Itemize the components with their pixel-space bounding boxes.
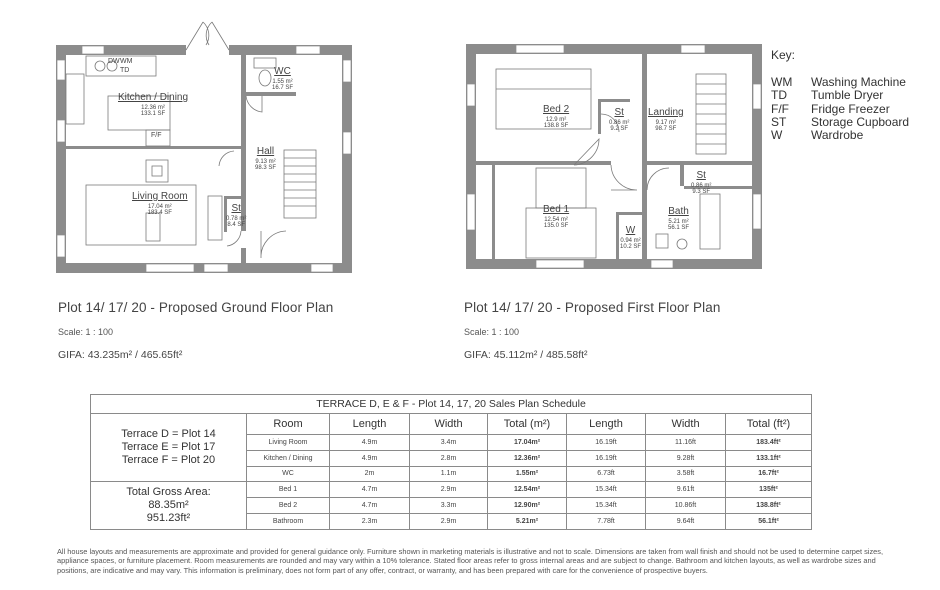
room-bed-1	[543, 200, 569, 229]
first-floor-gifa: GIFA: 45.112m² / 485.58ft²	[464, 349, 588, 361]
room-area-sf: 135.0 SF	[543, 223, 569, 230]
gross-area	[91, 482, 247, 529]
fixture-dw-label: DW	[108, 58, 120, 65]
key-abbr: W	[771, 128, 783, 143]
room-area-sf: 9.2 SF	[610, 126, 629, 133]
room-name: Landing	[648, 107, 684, 118]
room-bed-2	[543, 100, 569, 129]
cell-total-m: 17.04m²	[488, 435, 567, 451]
room-area-m: 12.9 m²	[545, 116, 567, 123]
cell-total-ft: 16.7ft²	[726, 466, 812, 482]
col-header-width-ft: Width	[646, 414, 726, 435]
ground-floor-title: Plot 14/ 17/ 20 - Proposed Ground Floor Plan	[58, 300, 334, 315]
cell-total-m: 1.55m²	[488, 466, 567, 482]
cell-room: Kitchen / Dining	[247, 450, 330, 466]
ground-floor-drawing	[56, 20, 352, 275]
col-header-length-m: Length	[330, 414, 410, 435]
room-name: WC	[274, 66, 291, 77]
room-area-m: 0.86 m²	[609, 119, 630, 126]
cell-width-ft: 11.16ft	[646, 435, 726, 451]
room-wc	[272, 62, 293, 91]
room-name: Bath	[668, 206, 689, 217]
room-area-sf: 98.7 SF	[655, 126, 677, 133]
room-store-first	[609, 103, 629, 132]
room-area-m: 0.86 m²	[691, 182, 712, 189]
cell-width-m: 2.9m	[410, 482, 488, 498]
cell-length-m: 4.9m	[330, 435, 410, 451]
gross-area-label: Total Gross Area:	[126, 485, 211, 498]
cell-width-m: 2.9m	[410, 513, 488, 529]
cell-width-ft: 3.58ft	[646, 466, 726, 482]
room-name: St	[614, 107, 624, 118]
cell-length-m: 2.3m	[330, 513, 410, 529]
room-area-sf: 9.3 SF	[692, 189, 711, 196]
cell-width-m: 2.8m	[410, 450, 488, 466]
cell-total-ft: 135ft²	[726, 482, 812, 498]
room-landing	[648, 103, 684, 132]
room-area-m: 9.13 m²	[255, 158, 276, 165]
cell-width-m: 1.1m	[410, 466, 488, 482]
terrace-list	[91, 414, 247, 482]
room-area-sf: 133.1 SF	[140, 111, 166, 118]
cell-total-ft: 133.1ft²	[726, 450, 812, 466]
key-label: Tumble Dryer	[811, 88, 884, 103]
sales-schedule-table	[90, 394, 812, 530]
cell-width-ft: 9.61ft	[646, 482, 726, 498]
room-area-m: 0.78 m²	[226, 215, 247, 222]
col-header-total-ft: Total (ft²)	[726, 414, 812, 435]
table-row	[91, 482, 812, 498]
first-floor-drawing	[466, 44, 762, 276]
ground-floor-gifa: GIFA: 43.235m² / 465.65ft²	[58, 349, 183, 361]
cell-length-ft: 16.19ft	[567, 450, 646, 466]
room-kitchen-dining	[118, 88, 188, 117]
cell-width-ft: 9.64ft	[646, 513, 726, 529]
first-floor-plan	[466, 44, 762, 276]
cell-room: Living Room	[247, 435, 330, 451]
ground-floor-scale: Scale: 1 : 100	[58, 327, 114, 337]
room-area-m: 17.04 m²	[147, 203, 172, 210]
cell-width-ft: 10.86ft	[646, 498, 726, 514]
gross-area-ft: 951.23ft²	[146, 512, 191, 525]
key-abbr: TD	[771, 88, 787, 103]
room-name: Living Room	[132, 191, 188, 202]
room-name: St	[231, 203, 241, 214]
key-abbr: ST	[771, 114, 787, 129]
room-area-sf: 98.3 SF	[255, 165, 277, 172]
col-header-room: Room	[247, 414, 330, 435]
terrace-f: Terrace F = Plot 20	[121, 454, 216, 467]
room-area-m: 12.54 m²	[544, 216, 568, 223]
key-label: Storage Cupboard	[811, 114, 910, 129]
room-store-landing	[691, 166, 711, 195]
cell-total-ft: 138.8ft²	[726, 498, 812, 514]
schedule-title: TERRACE D, E & F - Plot 14, 17, 20 Sales Plan Schedule	[91, 395, 812, 414]
cell-length-m: 4.7m	[330, 498, 410, 514]
cell-total-ft: 183.4ft²	[726, 435, 812, 451]
key-legend	[771, 48, 909, 142]
room-name: W	[625, 225, 636, 236]
room-area-sf: 56.1 SF	[668, 225, 690, 232]
col-header-total-m: Total (m²)	[488, 414, 567, 435]
cell-total-ft: 56.1ft²	[726, 513, 812, 529]
room-area-m: 12.36 m²	[141, 104, 165, 111]
fixture-td-label: TD	[120, 67, 130, 74]
first-floor-caption	[464, 300, 720, 361]
first-floor-title: Plot 14/ 17/ 20 - Proposed First Floor Plan	[464, 300, 721, 315]
key-label: Wardrobe	[811, 128, 864, 143]
key-abbr: F/F	[771, 101, 789, 116]
room-living	[132, 187, 188, 216]
cell-total-m: 12.36m²	[488, 450, 567, 466]
cell-total-m: 12.54m²	[488, 482, 567, 498]
key-item	[771, 129, 909, 142]
cell-width-ft: 9.28ft	[646, 450, 726, 466]
room-area-sf: 138.8 SF	[543, 123, 569, 130]
cell-room: Bed 2	[247, 498, 330, 514]
cell-total-m: 5.21m²	[488, 513, 567, 529]
cell-length-ft: 15.34ft	[567, 482, 646, 498]
key-item	[771, 89, 909, 102]
cell-length-ft: 15.34ft	[567, 498, 646, 514]
cell-room: Bed 1	[247, 482, 330, 498]
cell-length-m: 4.7m	[330, 482, 410, 498]
cell-length-m: 4.9m	[330, 450, 410, 466]
cell-room: Bathroom	[247, 513, 330, 529]
room-name: Bed 1	[543, 204, 570, 215]
cell-room: WC	[247, 466, 330, 482]
room-area-m: 1.55 m²	[272, 78, 293, 85]
cell-width-m: 3.4m	[410, 435, 488, 451]
room-area-m: 5.21 m²	[668, 218, 689, 225]
cell-total-m: 12.90m²	[488, 498, 567, 514]
ground-floor-plan	[56, 20, 352, 275]
cell-length-m: 2m	[330, 466, 410, 482]
room-name: Hall	[256, 146, 275, 157]
cell-length-ft: 16.19ft	[567, 435, 646, 451]
room-wardrobe	[620, 221, 641, 250]
terrace-e: Terrace E = Plot 17	[121, 441, 216, 454]
room-area-m: 9.17 m²	[655, 119, 676, 126]
gross-area-m: 88.35m²	[148, 498, 189, 511]
key-item	[771, 116, 909, 129]
key-title: Key:	[771, 48, 796, 62]
key-label: Fridge Freezer	[811, 101, 890, 116]
key-item	[771, 76, 909, 89]
terrace-d: Terrace D = Plot 14	[121, 427, 216, 440]
key-item	[771, 103, 909, 116]
col-header-length-ft: Length	[567, 414, 646, 435]
key-label: Washing Machine	[811, 75, 906, 89]
first-floor-scale: Scale: 1 : 100	[464, 327, 520, 337]
ground-floor-caption	[58, 300, 333, 361]
room-name: Kitchen / Dining	[118, 92, 189, 103]
room-area-m: 0.94 m²	[620, 237, 641, 244]
key-abbr: WM	[771, 75, 793, 89]
room-area-sf: 10.2 SF	[620, 244, 642, 251]
room-hall	[255, 142, 276, 171]
room-name: St	[696, 170, 706, 181]
col-header-width-m: Width	[410, 414, 488, 435]
room-store	[226, 199, 246, 228]
room-area-sf: 183.4 SF	[147, 210, 172, 217]
room-area-sf: 8.4 SF	[227, 222, 246, 229]
disclaimer-text: All house layouts and measurements are approximate and provided for general guidance only. Furniture shown in marketing materials is illustrative and not to scale. Dimensions are taken from wall finish and should not be used to determine carpet sizes, appliance spaces, or furniture placement. Room measurements are rounded and may vary within a 10% tolerance. Stated floor areas refer to gross internal areas and are subject to change. Bathroom and kitchen layouts, as well as wardrobe sizes and positions, are indicative and may vary. This information is preliminary, does not form part of any offer, contract, or warranty, and has been prepared with care for the convenience of prospective buyers.	[57, 547, 883, 575]
room-bath	[668, 202, 689, 231]
room-area-sf: 16.7 SF	[272, 85, 294, 92]
cell-length-ft: 6.73ft	[567, 466, 646, 482]
room-name: Bed 2	[543, 104, 570, 115]
cell-length-ft: 7.78ft	[567, 513, 646, 529]
cell-width-m: 3.3m	[410, 498, 488, 514]
fixture-wm-label: WM	[120, 58, 133, 65]
fixture-ff-label: F/F	[151, 132, 162, 139]
